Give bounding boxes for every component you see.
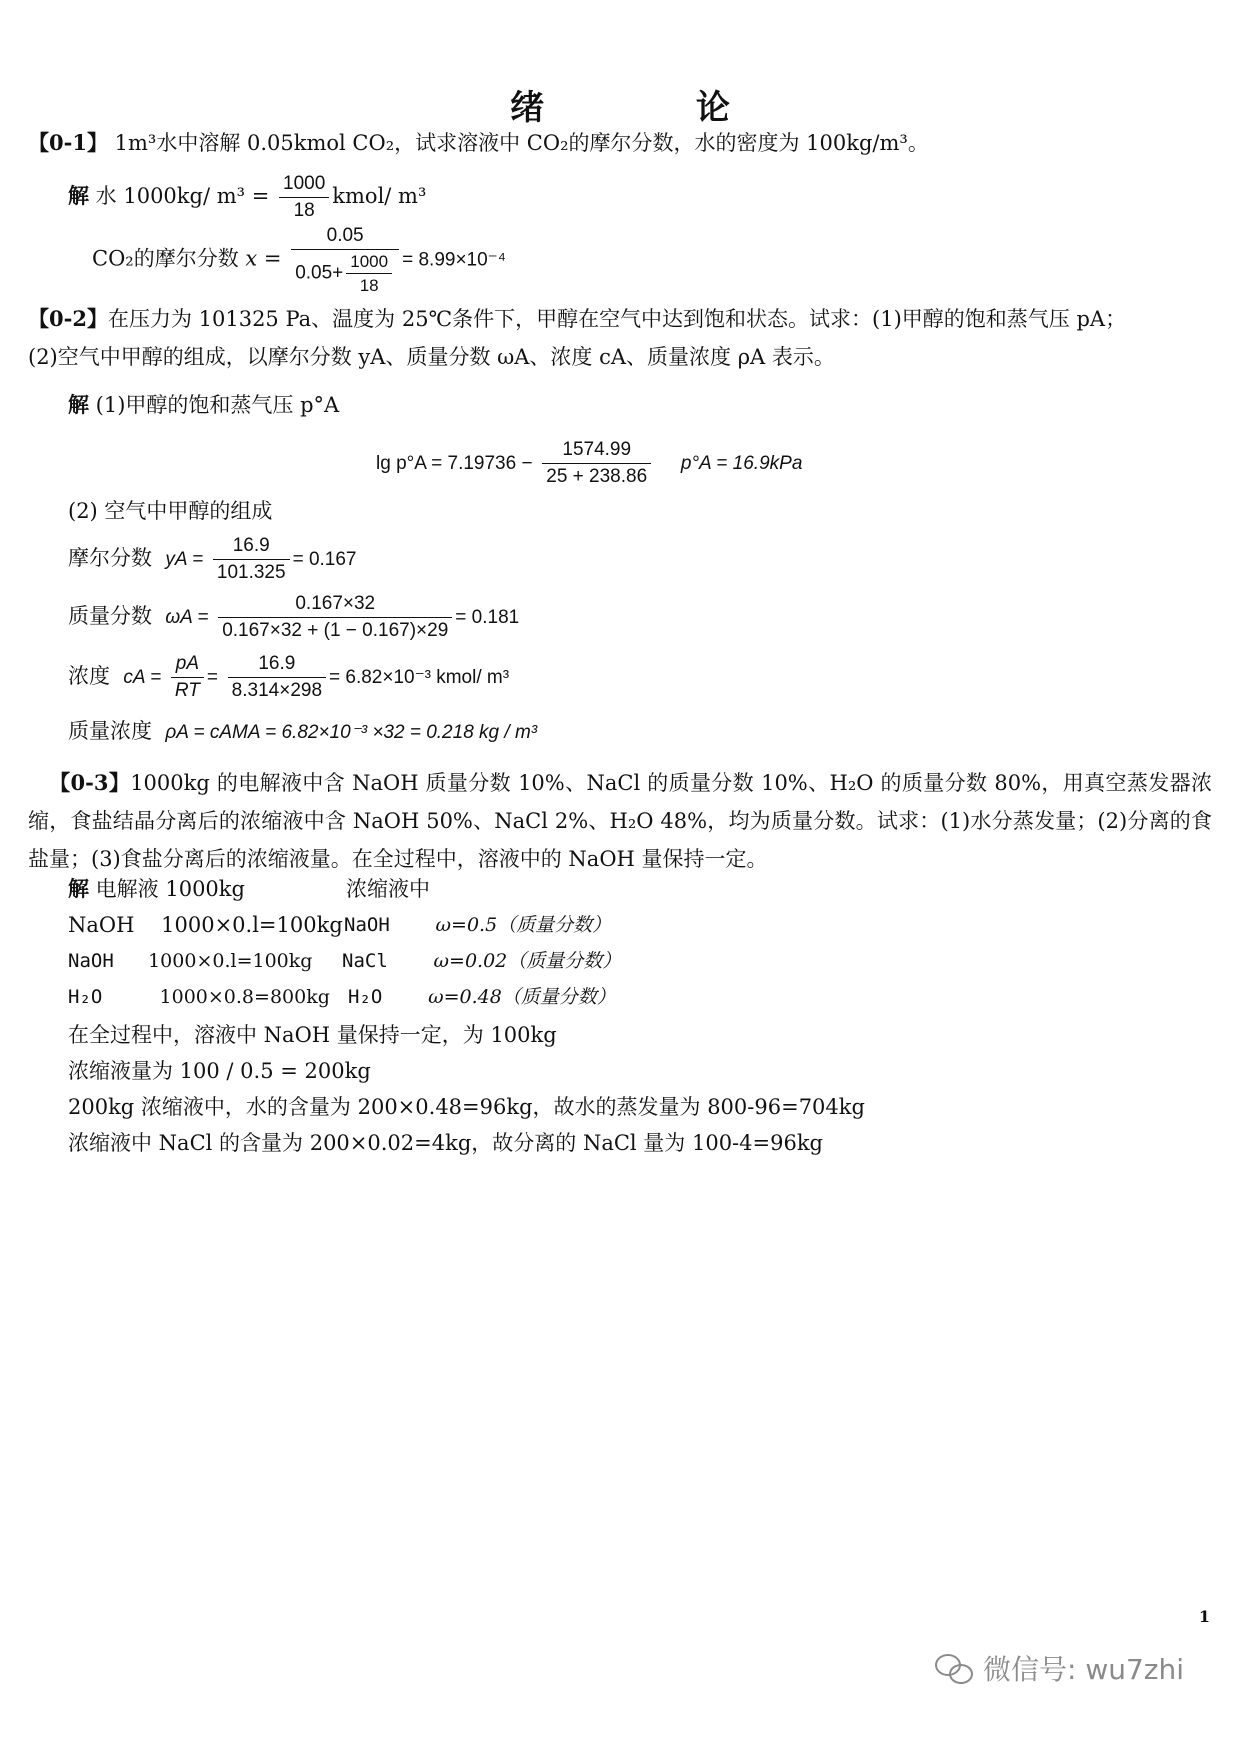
row-left-name: NaOH [68, 913, 135, 937]
fraction-denominator: 101.325 [216, 562, 286, 583]
mole-fraction-equation [68, 530, 357, 588]
row-left-value: 1000×0.8=800kg [159, 986, 330, 1008]
fraction-denominator: 18 [359, 276, 379, 295]
solution-label: 解 [68, 183, 89, 208]
problem-text: 1000kg 的电解液中含 NaOH 质量分数 10%、NaCl 的质量分数 10%、H₂O 的质量分数 80%，用真空蒸发器浓缩，食盐结晶分离后的浓缩液中含 NaOH 50%、NaCl 2%、H₂O 48%，均为质量分数。试求：(1)水分蒸发量；(2)分离的食盐量；(3)食盐分离后的浓缩液量。在全过程中，溶液中的 NaOH 量保持一定。 [28, 771, 1212, 871]
solution-0-1-line2: CO₂的摩尔分数 x = 0.05 0.05+ $\frac{1000}{18}$ = 8.99×10⁻⁴ [92, 225, 506, 295]
fraction-numerator: pA [171, 652, 204, 678]
page-title: 绪 论 [510, 88, 800, 128]
fraction [542, 438, 651, 489]
row-left-name: H₂O [68, 986, 103, 1008]
fraction-denominator: 18 [293, 200, 315, 221]
row-left-name: NaOH [68, 950, 114, 972]
row-right-name: NaCl [342, 950, 388, 972]
problem-label: 【0-2】 [28, 306, 108, 331]
equation-result: = 8.99×10⁻⁴ [402, 249, 506, 271]
fraction-numerator: 1574.99 [542, 438, 651, 464]
row-left-value: 1000×0.l=100kg [148, 950, 313, 972]
concentration-equation: 浓度 cA = $\frac{pA}{RT}$ = $\frac{16.9}{8.314\times 298}$ = 6.82×10⁻³ kmol/ m³ [68, 653, 510, 701]
denominator-term: 0.05+ [295, 262, 344, 284]
row-right-name: H₂O [348, 986, 383, 1008]
problem-0-1 [28, 128, 929, 158]
watermark-text: 微信号: wu7zhi [983, 1653, 1185, 1686]
fraction-numerator: 16.9 [228, 652, 326, 678]
equation-label: 质量分数 [68, 604, 152, 628]
antoine-equation [376, 432, 802, 494]
fraction-denominator: 8.314×298 [231, 680, 323, 701]
solution-0-3-header [68, 874, 245, 904]
fraction-denominator: RT [174, 680, 200, 701]
problem-label: 【0-1】 [28, 130, 108, 155]
problem-label: 【0-3】 [49, 770, 131, 795]
equation-text: 水 1000kg/ m³ = [89, 184, 270, 208]
watermark [935, 1640, 1215, 1696]
variable: ωA = [165, 607, 209, 628]
equation-label: 浓度 [68, 664, 110, 688]
fraction [279, 172, 329, 223]
problem-text-line1: 在压力为 101325 Pa、温度为 25℃条件下，甲醇在空气中达到饱和状态。试求：(1)甲醇的饱和蒸气压 pA； [107, 307, 1127, 331]
table-row-right [348, 982, 616, 1012]
solution-label: 解 [68, 876, 89, 901]
table-row [68, 910, 343, 940]
fraction-numerator: 0.05 [291, 224, 399, 250]
row-right-value: ω=0.48（质量分数） [428, 986, 616, 1008]
variable: yA = [165, 549, 204, 570]
header-left: 电解液 1000kg [89, 877, 245, 901]
solution-0-2-part2: (2) 空气中甲醇的组成 [68, 499, 273, 523]
wechat-icon [935, 1652, 975, 1684]
fraction [213, 534, 290, 585]
variable: x [245, 246, 258, 271]
nested-fraction [346, 251, 392, 296]
equation-lhs: lg p°A = 7.19736 − [376, 453, 533, 474]
fraction-numerator: 1000 [346, 251, 392, 274]
conclusion-line-4: 浓缩液中 NaCl 的含量为 200×0.02=4kg，故分离的 NaCl 量为 100-4=96kg [68, 1131, 823, 1155]
table-row [68, 946, 312, 976]
fraction [228, 652, 326, 703]
solution-0-1-line1 [68, 168, 426, 224]
row-left-value: 1000×0.l=100kg [161, 913, 343, 937]
problem-text-line2: (2)空气中甲醇的组成，以摩尔分数 yA、质量分数 ωA、浓度 cA、质量浓度 ρA 表示。 [28, 345, 835, 369]
solution-label: 解 [68, 392, 89, 417]
table-row [68, 982, 330, 1012]
solution-text: (1)甲醇的饱和蒸气压 p°A [89, 393, 340, 417]
conclusion-line-3: 200kg 浓缩液中，水的含量为 200×0.48=96kg，故水的蒸发量为 800-96=704kg [68, 1095, 865, 1119]
table-row-right [344, 910, 611, 940]
equation-result: = 0.181 [455, 607, 520, 628]
equation-label: CO₂的摩尔分数 [92, 246, 246, 271]
row-right-value: ω=0.5（质量分数） [435, 914, 612, 936]
fraction [291, 224, 399, 296]
problem-0-2 [28, 300, 1212, 376]
page-number: 1 [1198, 1607, 1210, 1626]
equation-result: = 6.82×10⁻³ kmol/ m³ [329, 667, 510, 688]
variable: cA = [123, 667, 162, 688]
mass-fraction-equation [68, 588, 519, 646]
fraction [218, 592, 452, 643]
row-right-value: ω=0.02（质量分数） [433, 950, 622, 972]
equation-rhs: p°A = 16.9kPa [680, 453, 803, 474]
equation-label: 摩尔分数 [68, 546, 152, 570]
solution-0-2-part1 [68, 390, 339, 420]
row-right-name: NaOH [344, 914, 390, 936]
fraction [171, 652, 204, 703]
fraction-numerator: 16.9 [213, 534, 290, 560]
conclusion-line-1: 在全过程中，溶液中 NaOH 量保持一定，为 100kg [68, 1023, 557, 1047]
table-row-right [342, 946, 621, 976]
equation-body: ρA = cAMA = 6.82×10⁻³ ×32 = 0.218 kg / m³ [165, 722, 538, 743]
fraction-denominator [291, 250, 399, 296]
problem-text: 1m³水中溶解 0.05kmol CO₂，试求溶液中 CO₂的摩尔分数，水的密度为 100kg/m³。 [107, 131, 929, 155]
fraction-numerator: 1000 [279, 172, 329, 198]
problem-0-3 [28, 764, 1212, 878]
equation-label: 质量浓度 [68, 719, 152, 743]
fraction-denominator: 0.167×32 + (1 − 0.167)×29 [222, 620, 449, 641]
solution-0-3-header-right: 浓缩液中 [346, 877, 430, 901]
fraction-numerator: 0.167×32 [218, 592, 452, 618]
fraction-denominator: 25 + 238.86 [546, 466, 648, 487]
mass-concentration-equation [68, 716, 537, 748]
conclusion-line-2: 浓缩液量为 100 / 0.5 = 200kg [68, 1059, 371, 1083]
unit-text: kmol/ m³ [332, 184, 427, 208]
equation-result: = 0.167 [292, 549, 357, 570]
